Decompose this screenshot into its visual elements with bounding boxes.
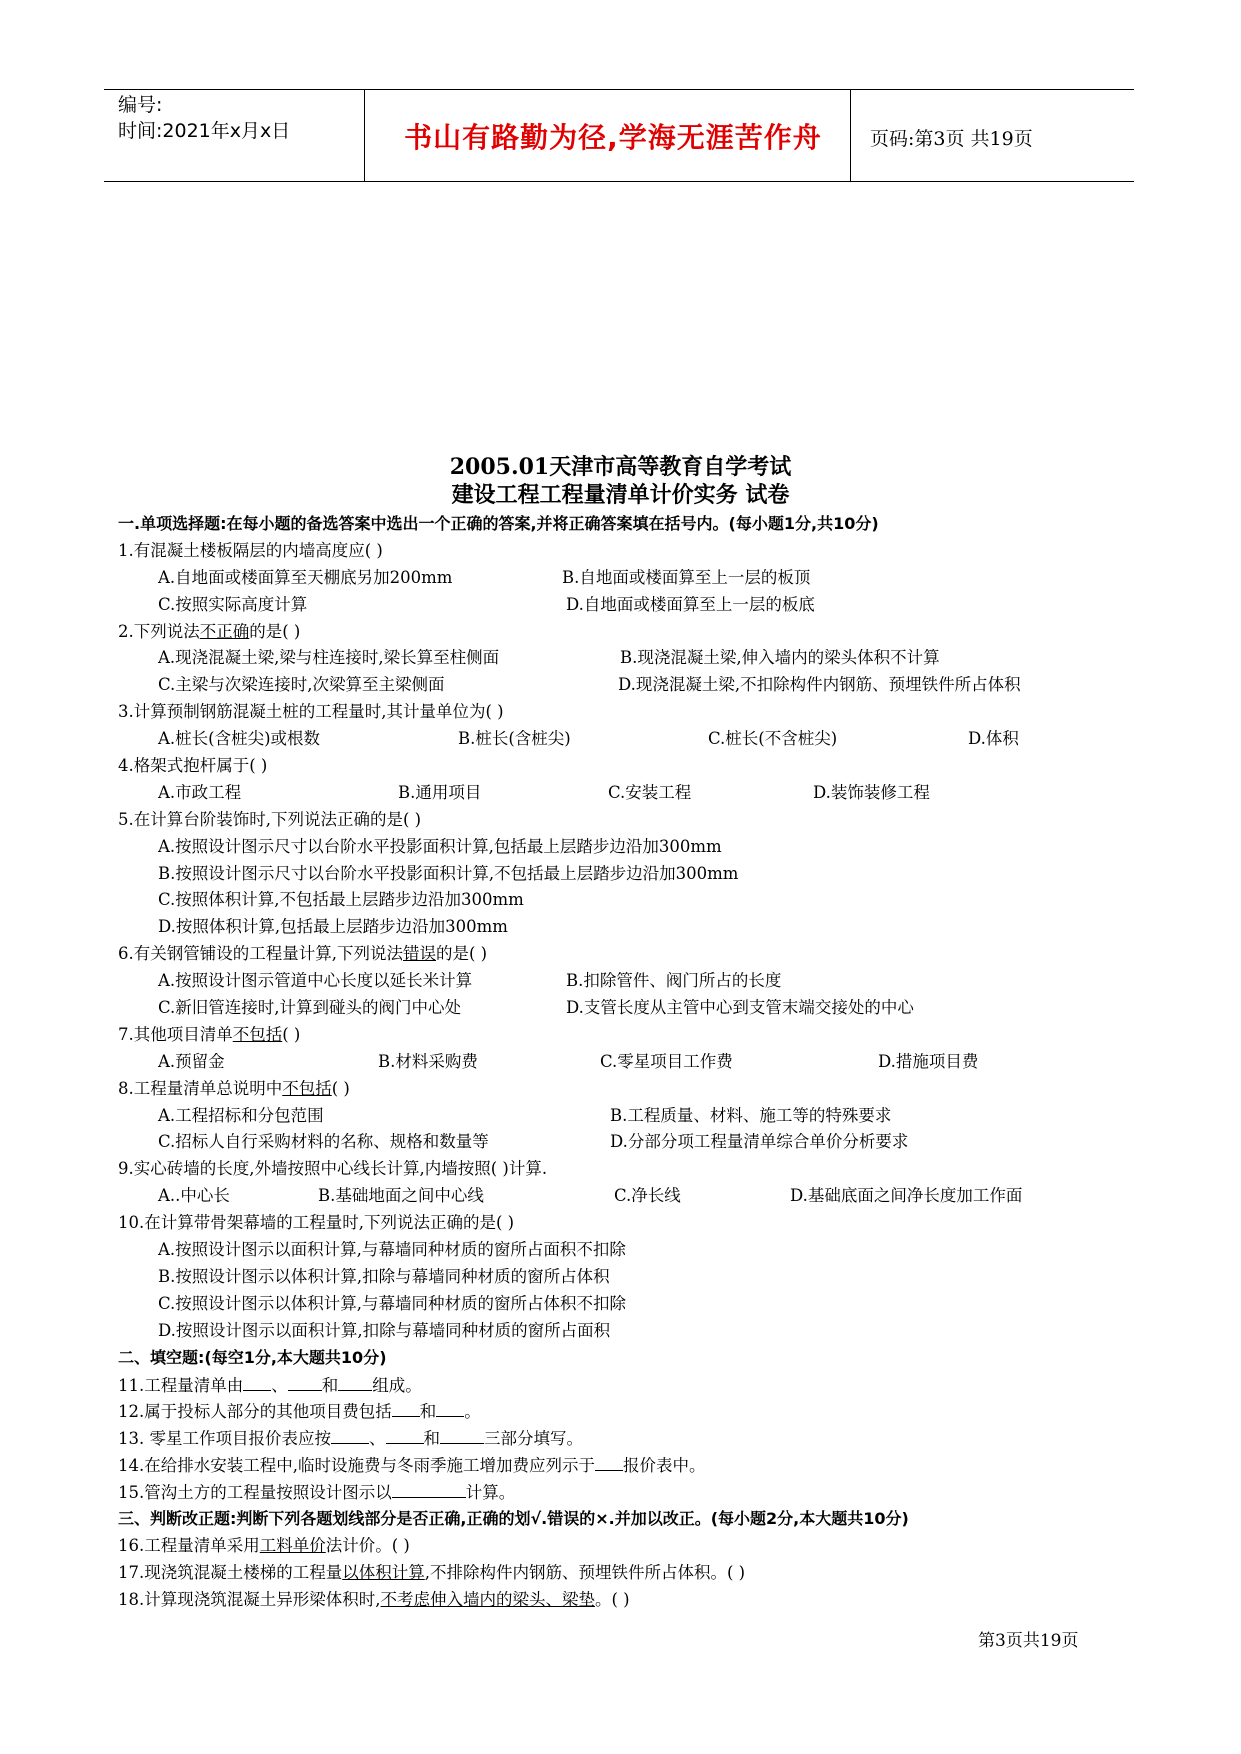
question-7-underlined: 不包括 <box>232 1024 283 1044</box>
question-13 <box>118 1425 1128 1452</box>
header-top-rule <box>104 89 1134 90</box>
question-3-option-a: A.桩长(含桩尖)或根数 <box>158 729 321 749</box>
question-13-text-4: 三部分填写。 <box>484 1429 583 1449</box>
section-1-heading: 一.单项选择题:在每小题的备选答案中选出一个正确的答案,并将正确答案填在括号内。(每小题1分,共10分) <box>118 514 879 533</box>
question-7-option-c: C.零星项目工作费 <box>600 1051 733 1071</box>
question-9-option-d: D.基础底面之间净长度加工作面 <box>790 1186 1023 1206</box>
question-7-stem-text: 7.其他项目清单 <box>118 1024 233 1044</box>
serial-label: 编号: <box>118 94 163 116</box>
answer-blank[interactable] <box>392 1479 466 1498</box>
header-page-label: 页码:第3页 共19页 <box>870 128 1033 150</box>
question-16 <box>118 1533 1128 1560</box>
header-bottom-rule <box>104 181 1134 182</box>
question-17-text-end: ,不排除构件内钢筋、预埋铁件所占体积。( ) <box>424 1562 746 1582</box>
question-10-stem: 10.在计算带骨架幕墙的工程量时,下列说法正确的是( ) <box>118 1213 515 1233</box>
question-2-underlined: 不正确 <box>199 621 250 641</box>
answer-blank[interactable] <box>440 1425 484 1444</box>
answer-blank[interactable] <box>338 1372 372 1391</box>
header-left-cell <box>118 92 290 144</box>
question-3-option-c: C.桩长(不含桩尖) <box>708 729 838 749</box>
question-5-option-a: A.按照设计图示尺寸以台阶水平投影面积计算,包括最上层踏步边沿加300mm <box>158 836 722 856</box>
question-15-text-1: 15.管沟土方的工程量按照设计图示以 <box>118 1483 392 1503</box>
question-2-option-c: C.主梁与次梁连接时,次梁算至主梁侧面 <box>158 675 445 695</box>
answer-blank[interactable] <box>386 1425 424 1444</box>
question-2-options-ab <box>118 645 1128 672</box>
question-6-underlined: 错误 <box>403 944 436 964</box>
time-label: 时间:2021年x月x日 <box>118 120 291 142</box>
question-6-stem-text: 6.有关钢管铺设的工程量计算,下列说法 <box>118 944 403 964</box>
question-13-text-1: 13. 零星工作项目报价表应按 <box>118 1429 331 1449</box>
question-12-text-3: 。 <box>464 1402 481 1422</box>
question-8-option-b: B.工程质量、材料、施工等的特殊要求 <box>610 1105 892 1125</box>
question-14-text-2: 报价表中。 <box>623 1456 706 1476</box>
exam-title-line2: 建设工程工程量清单计价实务 试卷 <box>451 482 790 508</box>
question-11-text-2: 、 <box>271 1375 288 1395</box>
question-9-options <box>118 1183 1128 1210</box>
question-13-text-3: 和 <box>423 1429 440 1449</box>
answer-blank[interactable] <box>436 1398 464 1417</box>
question-18-text: 18.计算现浇筑混凝土异形梁体积时, <box>118 1589 381 1609</box>
question-12 <box>118 1398 1128 1425</box>
question-1-stem: 1.有混凝土楼板隔层的内墙高度应( ) <box>118 540 383 560</box>
question-8-stem <box>118 1076 1128 1103</box>
section-2-heading: 二、填空题:(每空1分,本大题共10分) <box>118 1347 387 1367</box>
question-10-option-d: D.按照设计图示以面积计算,扣除与幕墙同种材质的窗所占面积 <box>158 1320 611 1340</box>
question-1-option-a: A.自地面或楼面算至天棚底另加200mm <box>158 567 453 587</box>
question-16-underlined: 工料单价 <box>259 1535 326 1555</box>
answer-blank[interactable] <box>392 1398 420 1417</box>
question-8-options-ab <box>118 1103 1128 1130</box>
question-8-option-a: A.工程招标和分包范围 <box>158 1105 324 1125</box>
question-18-underlined: 不考虑伸入墙内的梁头、梁垫 <box>380 1589 595 1609</box>
question-2-option-b: B.现浇混凝土梁,伸入墙内的梁头体积不计算 <box>620 648 940 668</box>
question-1-option-d: D.自地面或楼面算至上一层的板底 <box>566 594 815 614</box>
question-1-options-ab <box>118 565 1128 592</box>
question-11-text-4: 组成。 <box>372 1375 422 1395</box>
question-10-option-c: C.按照设计图示以体积计算,与幕墙同种材质的窗所占体积不扣除 <box>158 1293 627 1313</box>
question-17-underlined: 以体积计算 <box>342 1562 425 1582</box>
question-18 <box>118 1587 1128 1614</box>
question-8-underlined: 不包括 <box>282 1078 332 1098</box>
question-7-stem-end: ( ) <box>282 1024 301 1044</box>
question-2-stem-text: 2.下列说法 <box>118 621 200 641</box>
question-5-option-c: C.按照体积计算,不包括最上层踏步边沿加300mm <box>158 890 524 910</box>
question-3-option-b: B.桩长(含桩尖) <box>458 729 571 749</box>
question-7-option-d: D.措施项目费 <box>878 1051 979 1071</box>
question-12-text-1: 12.属于投标人部分的其他项目费包括 <box>118 1402 392 1422</box>
question-8-stem-text: 8.工程量清单总说明中 <box>118 1078 283 1098</box>
header-motto: 书山有路勤为径,学海无涯苦作舟 <box>404 121 822 154</box>
question-8-options-cd <box>118 1129 1128 1156</box>
question-18-text-end: 。( ) <box>595 1589 630 1609</box>
page-footer: 第3页共19页 <box>978 1631 1079 1651</box>
header-divider-left <box>364 89 365 181</box>
question-5-option-b: B.按照设计图示尺寸以台阶水平投影面积计算,不包括最上层踏步边沿加300mm <box>158 863 739 883</box>
question-4-option-d: D.装饰装修工程 <box>813 782 930 802</box>
question-1-option-c: C.按照实际高度计算 <box>158 594 308 614</box>
question-7-option-b: B.材料采购费 <box>378 1051 478 1071</box>
question-17 <box>118 1560 1128 1587</box>
question-2-option-a: A.现浇混凝土梁,梁与柱连接时,梁长算至柱侧面 <box>158 648 500 668</box>
question-16-text-end: 法计价。( ) <box>325 1535 410 1555</box>
question-6-option-b: B.扣除管件、阀门所占的长度 <box>566 971 782 991</box>
question-7-stem <box>118 1022 1128 1049</box>
question-8-stem-end: ( ) <box>331 1078 350 1098</box>
question-17-text: 17.现浇筑混凝土楼梯的工程量 <box>118 1562 343 1582</box>
question-4-option-a: A.市政工程 <box>158 782 242 802</box>
question-10-option-b: B.按照设计图示以体积计算,扣除与幕墙同种材质的窗所占体积 <box>158 1266 610 1286</box>
question-11-text-3: 和 <box>321 1375 339 1395</box>
question-4-options <box>118 780 1128 807</box>
question-5-option-d: D.按照体积计算,包括最上层踏步边沿加300mm <box>158 917 508 937</box>
question-15-text-2: 计算。 <box>465 1483 516 1503</box>
section-3-heading: 三、判断改正题:判断下列各题划线部分是否正确,正确的划√.错误的×.并加以改正。(每小题2分,本大题共10分) <box>118 1508 909 1528</box>
question-9-option-a: A..中心长 <box>158 1186 230 1206</box>
question-11-text-1: 11.工程量清单由 <box>118 1375 244 1395</box>
answer-blank[interactable] <box>243 1372 271 1391</box>
question-6-stem-end: 的是( ) <box>436 944 488 964</box>
question-3-stem: 3.计算预制钢筋混凝土桩的工程量时,其计量单位为( ) <box>118 702 504 722</box>
question-4-option-b: B.通用项目 <box>398 782 482 802</box>
question-2-stem <box>118 619 1128 646</box>
question-3-options <box>118 726 1128 753</box>
question-5-stem: 5.在计算台阶装饰时,下列说法正确的是( ) <box>118 809 422 829</box>
question-13-text-2: 、 <box>369 1429 386 1449</box>
exam-content <box>118 511 1128 1614</box>
question-4-option-c: C.安装工程 <box>608 782 692 802</box>
question-1-options-cd <box>118 592 1128 619</box>
answer-blank[interactable] <box>595 1452 623 1471</box>
question-9-stem: 9.实心砖墙的长度,外墙按照中心线长计算,内墙按照( )计算. <box>118 1159 548 1179</box>
question-14 <box>118 1452 1128 1479</box>
question-6-options-ab <box>118 968 1128 995</box>
question-6-option-d: D.支管长度从主管中心到支管末端交接处的中心 <box>566 998 914 1018</box>
question-11 <box>118 1372 1128 1399</box>
question-9-option-c: C.净长线 <box>614 1186 681 1206</box>
question-2-stem-end: 的是( ) <box>249 621 301 641</box>
answer-blank[interactable] <box>288 1372 322 1391</box>
question-14-text-1: 14.在给排水安装工程中,临时设施费与冬雨季施工增加费应列示于 <box>118 1456 595 1476</box>
question-3-option-d: D.体积 <box>968 729 1019 749</box>
question-4-stem: 4.格架式抱杆属于( ) <box>118 756 268 776</box>
question-1-option-b: B.自地面或楼面算至上一层的板顶 <box>562 567 811 587</box>
question-8-option-c: C.招标人自行采购材料的名称、规格和数量等 <box>158 1132 489 1152</box>
question-7-options <box>118 1049 1128 1076</box>
question-8-option-d: D.分部分项工程量清单综合单价分析要求 <box>610 1132 909 1152</box>
question-6-option-a: A.按照设计图示管道中心长度以延长米计算 <box>158 971 473 991</box>
question-6-options-cd <box>118 995 1128 1022</box>
question-6-stem <box>118 941 1128 968</box>
question-15 <box>118 1479 1128 1506</box>
question-12-text-2: 和 <box>419 1402 437 1422</box>
question-16-text: 16.工程量清单采用 <box>118 1535 260 1555</box>
question-9-option-b: B.基础地面之间中心线 <box>318 1186 484 1206</box>
question-10-option-a: A.按照设计图示以面积计算,与幕墙同种材质的窗所占面积不扣除 <box>158 1240 626 1260</box>
answer-blank[interactable] <box>331 1425 369 1444</box>
exam-title-line1: 2005.01天津市高等教育自学考试 <box>449 454 792 480</box>
question-2-options-cd <box>118 672 1128 699</box>
question-6-option-c: C.新旧管连接时,计算到碰头的阀门中心处 <box>158 998 462 1018</box>
question-2-option-d: D.现浇混凝土梁,不扣除构件内钢筋、预埋铁件所占体积 <box>618 675 1021 695</box>
question-7-option-a: A.预留金 <box>158 1051 225 1071</box>
